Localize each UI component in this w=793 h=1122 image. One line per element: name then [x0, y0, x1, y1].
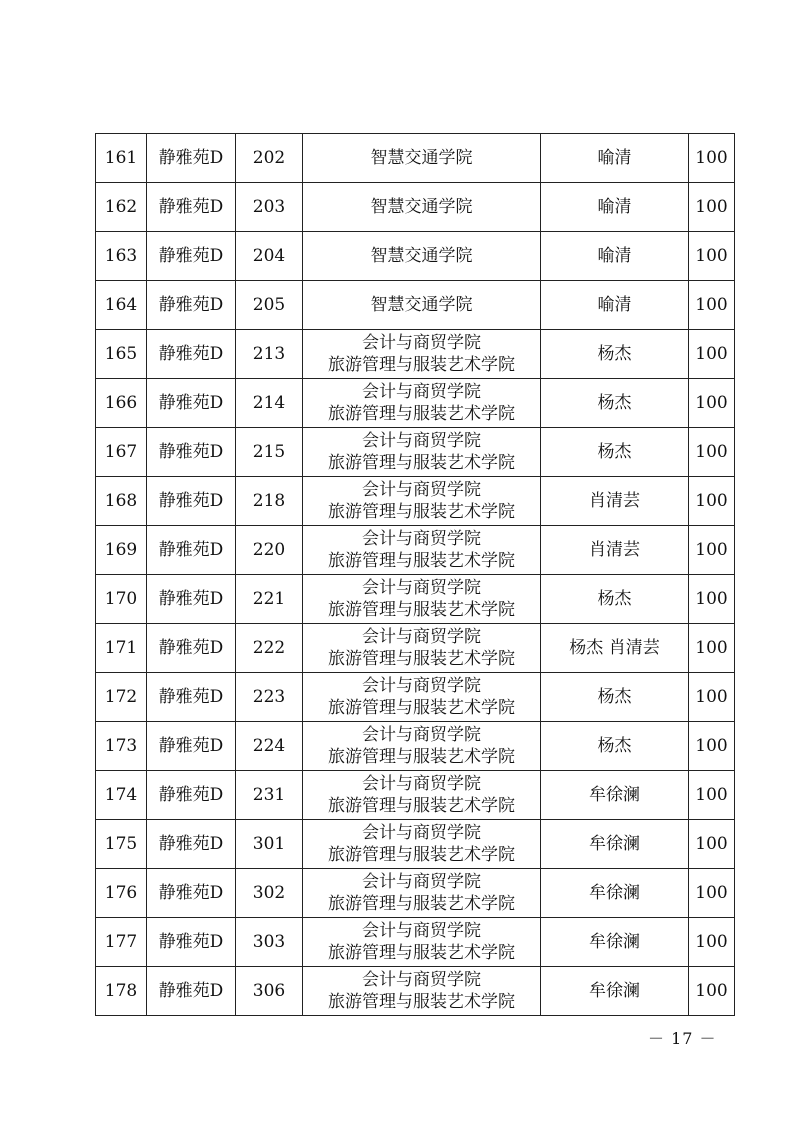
table-row	[96, 624, 735, 673]
inspector-name-cell: 肖清芸	[541, 526, 689, 575]
college-name: 会计与商贸学院	[362, 970, 481, 990]
room-cell: 213	[236, 330, 303, 379]
room-cell: 303	[236, 918, 303, 967]
college-name: 会计与商贸学院	[362, 872, 481, 892]
college-cell	[303, 722, 541, 771]
room-cell: 202	[236, 134, 303, 183]
college-cell	[303, 232, 541, 281]
score-cell: 100	[689, 379, 735, 428]
building-cell: 静雅苑D	[147, 428, 236, 477]
building-cell: 静雅苑D	[147, 673, 236, 722]
table-row	[96, 967, 735, 1016]
inspector-name-cell: 杨杰 肖清芸	[541, 624, 689, 673]
room-cell: 224	[236, 722, 303, 771]
college-name: 会计与商贸学院	[362, 529, 481, 549]
college-cell	[303, 134, 541, 183]
table-row	[96, 281, 735, 330]
score-cell: 100	[689, 575, 735, 624]
room-cell: 214	[236, 379, 303, 428]
college-cell	[303, 526, 541, 575]
building-cell: 静雅苑D	[147, 134, 236, 183]
row-number-cell: 172	[96, 673, 147, 722]
row-number-cell: 178	[96, 967, 147, 1016]
score-cell: 100	[689, 771, 735, 820]
row-number-cell: 170	[96, 575, 147, 624]
college-name: 会计与商贸学院	[362, 676, 481, 696]
building-cell: 静雅苑D	[147, 918, 236, 967]
college-name: 旅游管理与服装艺术学院	[328, 894, 515, 914]
row-number-cell: 164	[96, 281, 147, 330]
inspector-name-cell: 牟徐澜	[541, 918, 689, 967]
college-cell	[303, 771, 541, 820]
room-cell: 205	[236, 281, 303, 330]
score-cell: 100	[689, 281, 735, 330]
table-row	[96, 918, 735, 967]
row-number-cell: 166	[96, 379, 147, 428]
college-name: 会计与商贸学院	[362, 382, 481, 402]
room-cell: 223	[236, 673, 303, 722]
inspector-name-cell: 牟徐澜	[541, 771, 689, 820]
inspector-name-cell: 牟徐澜	[541, 869, 689, 918]
college-name: 会计与商贸学院	[362, 480, 481, 500]
inspector-name-cell: 牟徐澜	[541, 967, 689, 1016]
college-name: 会计与商贸学院	[362, 774, 481, 794]
college-name: 旅游管理与服装艺术学院	[328, 453, 515, 473]
inspector-name-cell: 喻清	[541, 232, 689, 281]
row-number-cell: 167	[96, 428, 147, 477]
building-cell: 静雅苑D	[147, 967, 236, 1016]
college-name: 旅游管理与服装艺术学院	[328, 943, 515, 963]
building-cell: 静雅苑D	[147, 477, 236, 526]
score-cell: 100	[689, 134, 735, 183]
college-name: 旅游管理与服装艺术学院	[328, 551, 515, 571]
row-number-cell: 171	[96, 624, 147, 673]
room-cell: 302	[236, 869, 303, 918]
table-row	[96, 379, 735, 428]
score-cell: 100	[689, 967, 735, 1016]
college-cell	[303, 379, 541, 428]
college-name: 会计与商贸学院	[362, 725, 481, 745]
score-cell: 100	[689, 673, 735, 722]
college-cell	[303, 477, 541, 526]
college-name: 会计与商贸学院	[362, 921, 481, 941]
room-cell: 218	[236, 477, 303, 526]
college-cell	[303, 967, 541, 1016]
college-name: 智慧交通学院	[370, 246, 473, 266]
building-cell: 静雅苑D	[147, 771, 236, 820]
college-name: 会计与商贸学院	[362, 431, 481, 451]
college-cell	[303, 820, 541, 869]
building-cell: 静雅苑D	[147, 820, 236, 869]
building-cell: 静雅苑D	[147, 330, 236, 379]
college-cell	[303, 330, 541, 379]
building-cell: 静雅苑D	[147, 281, 236, 330]
building-cell: 静雅苑D	[147, 232, 236, 281]
row-number-cell: 169	[96, 526, 147, 575]
college-cell	[303, 428, 541, 477]
table-row	[96, 183, 735, 232]
college-name: 会计与商贸学院	[362, 823, 481, 843]
page-number: － 17 －	[648, 1029, 717, 1048]
score-cell: 100	[689, 869, 735, 918]
inspector-name-cell: 喻清	[541, 134, 689, 183]
inspector-name-cell: 杨杰	[541, 379, 689, 428]
building-cell: 静雅苑D	[147, 722, 236, 771]
college-name: 旅游管理与服装艺术学院	[328, 355, 515, 375]
table-row	[96, 820, 735, 869]
score-cell: 100	[689, 428, 735, 477]
row-number-cell: 161	[96, 134, 147, 183]
college-name: 会计与商贸学院	[362, 333, 481, 353]
row-number-cell: 174	[96, 771, 147, 820]
score-cell: 100	[689, 722, 735, 771]
table-row	[96, 232, 735, 281]
room-cell: 220	[236, 526, 303, 575]
table-row	[96, 428, 735, 477]
college-name: 智慧交通学院	[370, 197, 473, 217]
college-cell	[303, 281, 541, 330]
college-name: 旅游管理与服装艺术学院	[328, 600, 515, 620]
college-cell	[303, 183, 541, 232]
score-cell: 100	[689, 526, 735, 575]
score-cell: 100	[689, 477, 735, 526]
table-row	[96, 869, 735, 918]
inspector-name-cell: 杨杰	[541, 330, 689, 379]
building-cell: 静雅苑D	[147, 183, 236, 232]
table-body	[96, 134, 735, 1016]
building-cell: 静雅苑D	[147, 575, 236, 624]
row-number-cell: 165	[96, 330, 147, 379]
building-cell: 静雅苑D	[147, 869, 236, 918]
college-name: 旅游管理与服装艺术学院	[328, 992, 515, 1012]
table-row	[96, 526, 735, 575]
college-cell	[303, 869, 541, 918]
score-cell: 100	[689, 918, 735, 967]
college-cell	[303, 673, 541, 722]
inspector-name-cell: 杨杰	[541, 575, 689, 624]
row-number-cell: 175	[96, 820, 147, 869]
inspector-name-cell: 喻清	[541, 183, 689, 232]
row-number-cell: 163	[96, 232, 147, 281]
room-cell: 222	[236, 624, 303, 673]
building-cell: 静雅苑D	[147, 379, 236, 428]
college-cell	[303, 575, 541, 624]
inspector-name-cell: 杨杰	[541, 428, 689, 477]
row-number-cell: 168	[96, 477, 147, 526]
college-name: 旅游管理与服装艺术学院	[328, 502, 515, 522]
inspector-name-cell: 杨杰	[541, 722, 689, 771]
inspector-name-cell: 牟徐澜	[541, 820, 689, 869]
building-cell: 静雅苑D	[147, 624, 236, 673]
inspector-name-cell: 肖清芸	[541, 477, 689, 526]
table-row	[96, 477, 735, 526]
row-number-cell: 177	[96, 918, 147, 967]
college-name: 旅游管理与服装艺术学院	[328, 404, 515, 424]
score-cell: 100	[689, 330, 735, 379]
college-cell	[303, 624, 541, 673]
row-number-cell: 176	[96, 869, 147, 918]
college-name: 智慧交通学院	[370, 295, 473, 315]
inspector-name-cell: 喻清	[541, 281, 689, 330]
row-number-cell: 162	[96, 183, 147, 232]
row-number-cell: 173	[96, 722, 147, 771]
room-cell: 231	[236, 771, 303, 820]
score-cell: 100	[689, 232, 735, 281]
college-name: 旅游管理与服装艺术学院	[328, 796, 515, 816]
college-name: 会计与商贸学院	[362, 627, 481, 647]
room-cell: 204	[236, 232, 303, 281]
score-cell: 100	[689, 624, 735, 673]
room-cell: 215	[236, 428, 303, 477]
room-cell: 301	[236, 820, 303, 869]
college-name: 智慧交通学院	[370, 148, 473, 168]
table-row	[96, 673, 735, 722]
college-name: 旅游管理与服装艺术学院	[328, 698, 515, 718]
table-row	[96, 722, 735, 771]
college-name: 会计与商贸学院	[362, 578, 481, 598]
table-row	[96, 134, 735, 183]
college-name: 旅游管理与服装艺术学院	[328, 845, 515, 865]
inspector-name-cell: 杨杰	[541, 673, 689, 722]
college-name: 旅游管理与服装艺术学院	[328, 649, 515, 669]
college-cell	[303, 918, 541, 967]
building-cell: 静雅苑D	[147, 526, 236, 575]
room-cell: 306	[236, 967, 303, 1016]
score-cell: 100	[689, 820, 735, 869]
table-row	[96, 330, 735, 379]
college-name: 旅游管理与服装艺术学院	[328, 747, 515, 767]
room-cell: 221	[236, 575, 303, 624]
score-cell: 100	[689, 183, 735, 232]
room-cell: 203	[236, 183, 303, 232]
table-row	[96, 575, 735, 624]
table-row	[96, 771, 735, 820]
dormitory-score-table	[95, 133, 735, 1016]
